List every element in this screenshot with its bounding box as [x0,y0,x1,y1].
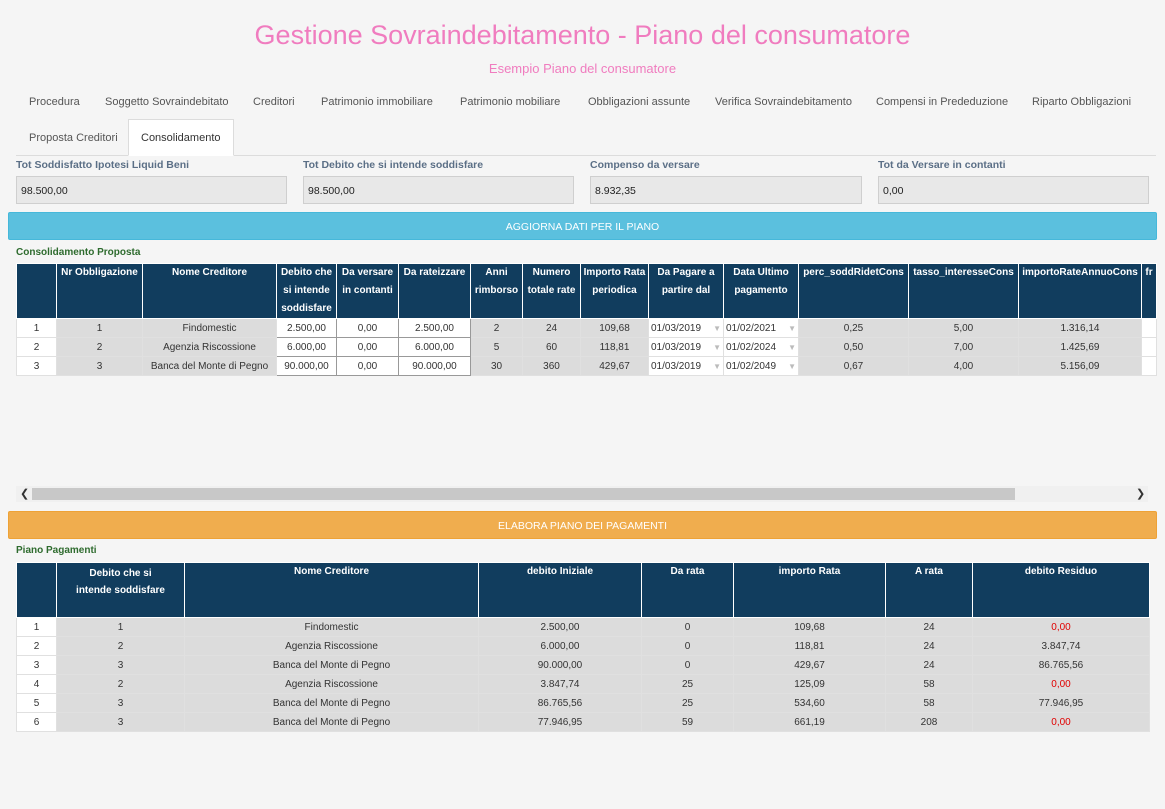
table-cell: 24 [886,618,973,637]
scroll-left-icon[interactable]: ❮ [20,488,30,500]
date-value: 01/03/2019 [651,322,702,334]
table-cell: 2 [57,338,143,357]
table-cell: 534,60 [734,694,886,713]
label-compenso: Compenso da versare [590,159,700,171]
field-tot-soddisfatto[interactable]: 98.500,00 [16,176,287,204]
table-cell: Banca del Monte di Pegno [185,713,479,732]
table-cell: 0 [642,618,734,637]
date-cell[interactable] [724,357,799,376]
table-row[interactable] [17,694,1150,713]
page-subtitle: Esempio Piano del consumatore [488,61,677,76]
table-cell: 360 [523,357,581,376]
table-cell: 661,19 [734,713,886,732]
table-cell: 2 [57,637,185,656]
table-row[interactable] [17,713,1150,732]
table-row[interactable] [17,656,1150,675]
column-header[interactable]: debito Iniziale [479,563,642,618]
tab-procedura[interactable]: Procedura [29,96,80,108]
editable-cell[interactable]: 2.500,00 [399,319,471,338]
date-value: 01/03/2019 [651,360,702,372]
table-cell: 86.765,56 [973,656,1150,675]
column-header[interactable]: Da rateizzare [399,264,471,319]
table-cell: 4,00 [909,357,1019,376]
table-cell: 118,81 [734,637,886,656]
table-cell: 0,00 [973,618,1150,637]
table-cell: 1 [17,319,57,338]
consolidamento-grid [16,263,1153,487]
table-cell: 5.156,09 [1019,357,1142,376]
table-cell: 3.847,74 [479,675,642,694]
piano-title: Piano Pagamenti [16,545,97,556]
table-cell: 0,00 [973,713,1150,732]
table-cell [1142,338,1157,357]
table-cell: 58 [886,694,973,713]
table-cell: 5 [17,694,57,713]
editable-cell[interactable]: 0,00 [337,319,399,338]
table-cell: Agenzia Riscossione [185,637,479,656]
editable-cell[interactable]: 90.000,00 [399,357,471,376]
column-header[interactable]: Da versare in contanti [337,264,399,319]
table-cell: Agenzia Riscossione [185,675,479,694]
scroll-right-icon[interactable]: ❯ [1136,488,1146,500]
column-header[interactable]: Da rata [642,563,734,618]
table-cell: 1 [57,319,143,338]
table-cell: 3 [17,656,57,675]
table-cell: 3 [57,656,185,675]
table-cell: 86.765,56 [479,694,642,713]
date-value: 01/02/2024 [726,341,777,353]
tab-verifica-sovraindebitamento[interactable]: Verifica Sovraindebitamento [715,96,852,108]
tab-creditori[interactable]: Creditori [253,96,295,108]
column-header[interactable]: Debito che si intende soddisfare [277,264,337,319]
column-header[interactable] [17,264,57,319]
table-cell: 429,67 [734,656,886,675]
table-cell: 109,68 [581,319,649,338]
table-cell: 0,67 [799,357,909,376]
field-compenso[interactable]: 8.932,35 [590,176,862,204]
table-cell: 5 [471,338,523,357]
column-header[interactable]: Debito che si intende soddisfare [57,563,185,618]
table-cell: 3 [57,357,143,376]
piano-grid [16,562,1150,732]
dropdown-icon[interactable]: ▼ [788,323,796,333]
horizontal-scrollbar[interactable] [16,486,1148,502]
editable-cell[interactable]: 90.000,00 [277,357,337,376]
table-cell: 208 [886,713,973,732]
table-cell: 6.000,00 [479,637,642,656]
tab-riparto-obbligazioni[interactable]: Riparto Obbligazioni [1032,96,1132,108]
column-header[interactable]: Da Pagare a partire dal [649,264,724,319]
table-row[interactable] [17,338,1157,357]
table-cell: 3 [57,694,185,713]
table-cell: Banca del Monte di Pegno [143,357,277,376]
table-cell: 7,00 [909,338,1019,357]
table-cell: 1 [17,618,57,637]
table-cell: 1.316,14 [1019,319,1142,338]
table-cell: Banca del Monte di Pegno [185,656,479,675]
dropdown-icon[interactable]: ▼ [713,342,721,352]
label-tot-soddisfatto: Tot Soddisfatto Ipotesi Liquid Beni [16,159,190,171]
date-cell[interactable] [724,319,799,338]
table-cell: 4 [17,675,57,694]
editable-cell[interactable]: 2.500,00 [277,319,337,338]
table-cell: 429,67 [581,357,649,376]
label-tot-debito: Tot Debito che si intende soddisfare [303,159,484,171]
tab-patrimonio-immobiliare[interactable]: Patrimonio immobiliare [321,96,433,108]
table-cell: 30 [471,357,523,376]
table-cell: 24 [523,319,581,338]
page-title: Gestione Sovraindebitamento - Piano del consumatore [254,20,911,50]
table-cell: 109,68 [734,618,886,637]
table-cell: 2 [471,319,523,338]
date-value: 01/03/2019 [651,341,702,353]
table-cell: 24 [886,637,973,656]
table-cell: Agenzia Riscossione [143,338,277,357]
table-cell: Banca del Monte di Pegno [185,694,479,713]
table-cell [1142,319,1157,338]
field-tot-contanti[interactable]: 0,00 [878,176,1149,204]
column-header[interactable]: perc_soddRidetCons [799,264,909,319]
dropdown-icon[interactable]: ▼ [788,342,796,352]
column-header[interactable]: debito Residuo [973,563,1150,618]
table-cell: 6 [17,713,57,732]
table-cell: 2 [17,637,57,656]
date-cell[interactable] [649,357,724,376]
table-cell: 58 [886,675,973,694]
table-cell: 0,25 [799,319,909,338]
table-cell: 77.946,95 [479,713,642,732]
table-row[interactable] [17,675,1150,694]
tab-soggetto-sovraindebitato[interactable]: Soggetto Sovraindebitato [105,96,229,108]
editable-cell[interactable]: 6.000,00 [399,338,471,357]
date-cell[interactable] [649,319,724,338]
table-cell: 25 [642,694,734,713]
table-cell: 90.000,00 [479,656,642,675]
table-cell: 5,00 [909,319,1019,338]
elabora-piano-button[interactable]: ELABORA PIANO DEI PAGAMENTI [8,511,1157,539]
table-cell: 1 [57,618,185,637]
column-header[interactable]: Data Ultimo pagamento [724,264,799,319]
column-header[interactable]: importoRateAnnuoCons [1019,264,1142,319]
table-cell: 2 [17,338,57,357]
table-row[interactable] [17,637,1150,656]
table-cell: 125,09 [734,675,886,694]
tab-bar [16,84,1156,156]
column-header[interactable]: Nome Creditore [143,264,277,319]
dropdown-icon[interactable]: ▼ [713,361,721,371]
tab-patrimonio-mobiliare[interactable]: Patrimonio mobiliare [460,96,561,108]
column-header[interactable]: Nome Creditore [185,563,479,618]
label-tot-contanti: Tot da Versare in contanti [878,159,1006,171]
column-header[interactable]: fr [1142,264,1157,319]
table-cell: Findomestic [143,319,277,338]
table-cell: Findomestic [185,618,479,637]
table-cell: 118,81 [581,338,649,357]
table-row[interactable] [17,319,1157,338]
date-value: 01/02/2049 [726,360,777,372]
table-cell: 2.500,00 [479,618,642,637]
column-header[interactable]: importo Rata [734,563,886,618]
date-cell[interactable] [649,338,724,357]
dropdown-icon[interactable]: ▼ [713,323,721,333]
table-cell: 60 [523,338,581,357]
dropdown-icon[interactable]: ▼ [788,361,796,371]
column-header[interactable]: A rata [886,563,973,618]
tab-consolidamento[interactable]: Consolidamento [128,119,234,156]
tab-obbligazioni-assunte[interactable]: Obbligazioni assunte [588,96,691,108]
aggiorna-dati-button[interactable]: AGGIORNA DATI PER IL PIANO [8,212,1157,240]
table-cell: 25 [642,675,734,694]
table-cell [1142,357,1157,376]
date-cell[interactable] [724,338,799,357]
tab-proposta-creditori[interactable]: Proposta Creditori [29,132,118,144]
tab-compensi-prededuzione[interactable]: Compensi in Prededuzione [876,96,1009,108]
scroll-thumb[interactable] [32,488,1015,500]
column-header[interactable]: Nr Obbligazione [57,264,143,319]
table-cell: 24 [886,656,973,675]
table-cell: 3 [57,713,185,732]
field-tot-debito[interactable]: 98.500,00 [303,176,574,204]
table-row[interactable] [17,618,1150,637]
table-cell: 1.425,69 [1019,338,1142,357]
editable-cell[interactable]: 0,00 [337,357,399,376]
table-cell: 59 [642,713,734,732]
date-value: 01/02/2021 [726,322,777,334]
table-row[interactable] [17,357,1157,376]
table-cell: 2 [57,675,185,694]
table-cell: 77.946,95 [973,694,1150,713]
consolidamento-title: Consolidamento Proposta [16,247,141,258]
table-cell: 0 [642,656,734,675]
table-cell: 0,50 [799,338,909,357]
table-cell: 0 [642,637,734,656]
table-cell: 3.847,74 [973,637,1150,656]
column-header[interactable]: tasso_interesseCons [909,264,1019,319]
table-cell: 0,00 [973,675,1150,694]
editable-cell[interactable]: 6.000,00 [277,338,337,357]
column-header[interactable] [17,563,57,618]
column-header[interactable]: Numero totale rate [523,264,581,319]
editable-cell[interactable]: 0,00 [337,338,399,357]
table-cell: 3 [17,357,57,376]
column-header[interactable]: Importo Rata periodica [581,264,649,319]
column-header[interactable]: Anni rimborso [471,264,523,319]
